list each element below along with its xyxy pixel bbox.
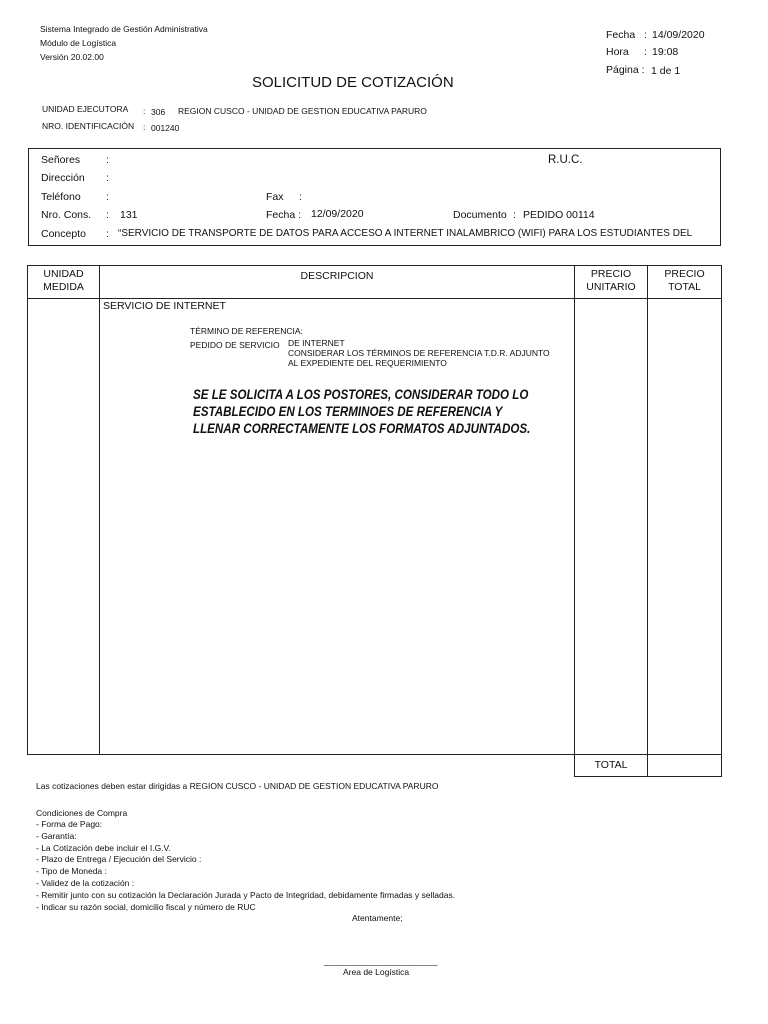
item-title: SERVICIO DE INTERNET [103,300,226,312]
pedido-label: PEDIDO DE SERVICIO [190,340,280,350]
nro-identificacion-label: NRO. IDENTIFICACIÓN [42,121,135,131]
col-unit-price-line1: PRECIO [590,268,632,280]
pedido-line1: DE INTERNET [288,338,345,348]
page-label: Página : [606,64,645,76]
fax-colon: : [299,191,302,203]
concepto-label: Concepto [41,228,86,240]
nro-cons-value: 131 [120,209,138,221]
senores-label: Señores [41,154,81,166]
pedido-line2: CONSIDERAR LOS TÉRMINOS DE REFERENCIA T.D.R. ADJUNTO [288,348,550,358]
direccion-label: Dirección [41,172,85,184]
condition-item: - La Cotización debe incluir el I.G.V. [36,842,171,853]
telefono-label: Teléfono [41,191,81,203]
date-value: 14/09/2020 [652,29,705,41]
time-colon: : [644,46,647,58]
document-title: SOLICITUD DE COTIZACIÓN [252,74,454,91]
addressed-to: Las cotizaciones deben estar dirigidas a REGION CUSCO - UNIDAD DE GESTION EDUCATIVA PARURO [36,781,439,791]
condition-item: - Plazo de Entrega / Ejecución del Servicio : [36,854,202,865]
ruc-label: R.U.C. [548,154,583,166]
col-total-price-line1: PRECIO [664,268,705,280]
condition-item: - Garantía: [36,830,77,841]
table-header-divider [27,298,722,299]
concepto-colon: : [106,228,109,240]
date-label: Fecha [606,29,636,41]
senores-colon: : [106,154,109,166]
col-descripcion: DESCRIPCION [300,270,374,282]
condition-item: - Indicar su razón social, domicilio fiscal y número de RUC [36,901,256,912]
system-name: Sistema Integrado de Gestión Administrativa [40,24,208,34]
pedido-line3: AL EXPEDIENTE DEL REQUERIMIENTO [288,358,447,368]
col-divider-3 [647,265,648,755]
module-name: Módulo de Logística [40,38,117,48]
notice-line1: SE LE SOLICITA A LOS POSTORES, CONSIDERAR TODO LO [193,387,529,402]
version-label: Versión 20.02.00 [40,52,104,62]
col-unidad-line2: MEDIDA [43,281,84,293]
nro-colon: : [143,122,146,132]
unidad-colon: : [143,106,146,116]
unidad-name: REGION CUSCO - UNIDAD DE GESTION EDUCATIVA PARURO [178,106,427,116]
col-divider-2 [574,265,575,755]
nro-identificacion-value: 001240 [151,123,180,133]
items-table [27,265,722,755]
telefono-colon: : [106,191,109,203]
condition-item: - Remitir junto con su cotización la Declaración Jurada y Pacto de Integridad, debidamente firmadas y selladas. [36,889,456,900]
fecha-cons-value: 12/09/2020 [311,208,364,220]
documento-label: Documento [453,209,507,221]
col-total-price-line2: TOTAL [668,281,701,293]
col-unit-price-line2: UNITARIO [586,281,636,293]
concepto-value: “SERVICIO DE TRANSPORTE DE DATOS PARA ACCESO A INTERNET INALAMBRICO (WIFI) PARA LOS ESTUDIANTES DEL [118,228,693,239]
unidad-ejecutora-label: UNIDAD EJECUTORA [42,104,129,114]
nro-cons-label: Nro. Cons. [41,209,92,221]
notice-line2: ESTABLECIDO EN LOS TERMINOES DE REFERENCIA Y [193,404,503,419]
total-label: TOTAL [594,759,628,771]
documento-colon: : [513,209,516,221]
total-divider [647,754,648,777]
fax-label: Fax [266,191,284,203]
ref-label: TÉRMINO DE REFERENCIA: [190,326,303,336]
fecha-cons-label: Fecha : [266,209,302,221]
time-label: Hora [606,46,629,58]
nro-cons-colon: : [106,209,109,221]
documento-value: PEDIDO 00114 [523,209,595,221]
col-unidad-line1: UNIDAD [43,268,84,280]
direccion-colon: : [106,172,109,184]
unidad-code: 306 [151,107,166,117]
signature-area: Area de Logística [343,967,410,977]
closing: Atentamente; [352,913,403,923]
col-divider-1 [99,265,100,755]
conditions-title: Condiciones de Compra [36,808,128,818]
time-value: 19:08 [652,46,679,58]
condition-item: - Tipo de Moneda : [36,866,107,877]
condition-item: - Forma de Pago: [36,819,103,829]
notice-line3: LLENAR CORRECTAMENTE LOS FORMATOS ADJUNTADOS. [193,421,531,436]
date-colon: : [644,29,647,41]
condition-item: - Validez de la cotización : [36,878,135,888]
signature-line: ________________________ [324,956,438,966]
page-value: 1 de 1 [651,65,681,77]
